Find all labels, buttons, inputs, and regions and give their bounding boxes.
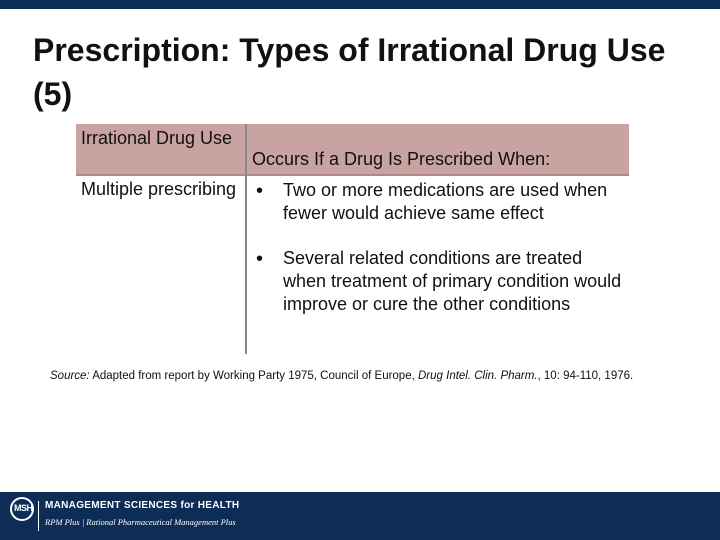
table-header bbox=[76, 124, 629, 176]
bullet-text: Two or more medications are used when fewer would achieve same effect bbox=[283, 180, 608, 223]
irrational-drug-use-table bbox=[76, 124, 629, 354]
top-bar bbox=[0, 0, 720, 9]
msh-logo-text: MSH bbox=[14, 503, 33, 513]
source-label: Source: bbox=[50, 370, 90, 382]
org-name: MANAGEMENT SCIENCES for HEALTH bbox=[45, 500, 240, 511]
source-text: Adapted from report by Working Party 1975, Council of Europe, bbox=[89, 370, 418, 382]
header-occurs-if: Occurs If a Drug Is Prescribed When: bbox=[252, 149, 551, 169]
row-label-multiple-prescribing: Multiple prescribing bbox=[81, 179, 237, 199]
column-divider bbox=[245, 124, 247, 354]
footer-divider bbox=[38, 501, 39, 531]
source-citation bbox=[50, 369, 700, 384]
bullet-list bbox=[256, 179, 628, 338]
header-irrational-drug-use: Irrational Drug Use bbox=[81, 128, 233, 148]
bullet-icon: • bbox=[256, 180, 264, 202]
slide-title: Prescription: Types of Irrational Drug Use (5) bbox=[33, 32, 666, 112]
source-detail: , 10: 94-110, 1976. bbox=[537, 370, 634, 382]
list-item bbox=[256, 179, 628, 225]
program-name: RPM Plus | Rational Pharmaceutical Management Plus bbox=[45, 517, 236, 527]
footer-bar bbox=[0, 492, 720, 540]
source-journal: Drug Intel. Clin. Pharm. bbox=[418, 370, 538, 382]
bullet-text: Several related conditions are treated when treatment of primary condition would improve or cure the other conditions bbox=[283, 248, 622, 314]
list-item bbox=[256, 247, 628, 316]
bullet-icon: • bbox=[256, 248, 264, 270]
